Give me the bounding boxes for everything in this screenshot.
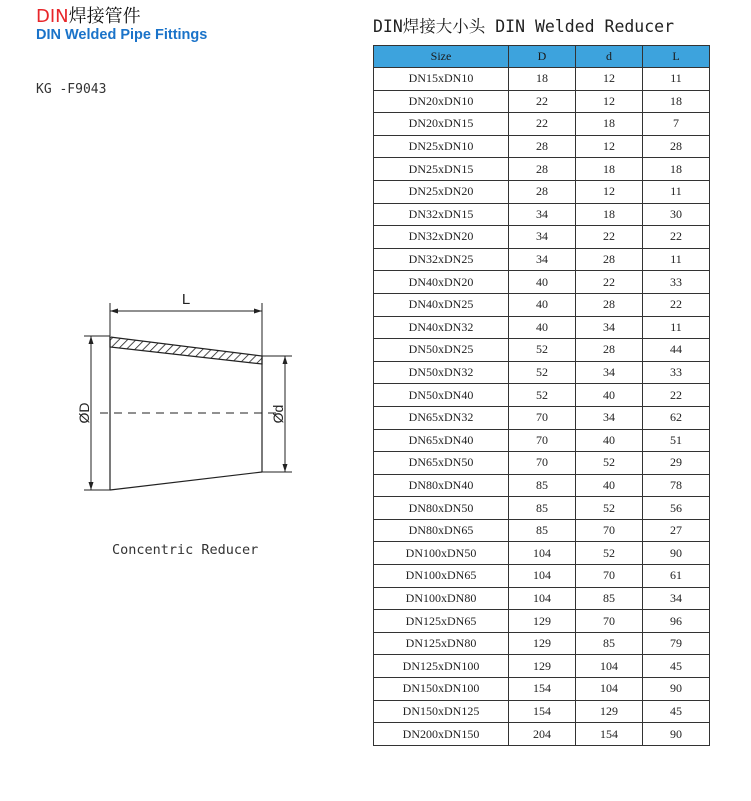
- cell-D: 70: [509, 452, 576, 475]
- cell-d: 18: [576, 113, 643, 136]
- cell-d: 22: [576, 271, 643, 294]
- table-row: [374, 497, 710, 520]
- cell-D: 104: [509, 565, 576, 588]
- table-row: [374, 632, 710, 655]
- table-row: [374, 384, 710, 407]
- cell-L: 78: [643, 474, 710, 497]
- table-row: [374, 271, 710, 294]
- table-body: [374, 68, 710, 746]
- table-row: [374, 135, 710, 158]
- dim-L-arrow-right: [254, 309, 262, 314]
- cell-size: DN125xDN100: [374, 655, 509, 678]
- cell-size: DN80xDN50: [374, 497, 509, 520]
- cell-d: 70: [576, 610, 643, 633]
- table-row: [374, 158, 710, 181]
- cell-d: 85: [576, 587, 643, 610]
- cell-L: 22: [643, 226, 710, 249]
- cell-L: 45: [643, 655, 710, 678]
- cell-d: 28: [576, 293, 643, 316]
- cell-D: 52: [509, 384, 576, 407]
- cell-d: 28: [576, 248, 643, 271]
- cell-d: 52: [576, 542, 643, 565]
- cell-d: 18: [576, 203, 643, 226]
- cell-L: 90: [643, 723, 710, 746]
- table-row: [374, 474, 710, 497]
- cell-L: 62: [643, 406, 710, 429]
- table-row: [374, 610, 710, 633]
- cell-L: 61: [643, 565, 710, 588]
- cell-D: 129: [509, 610, 576, 633]
- reducer-spec-table: [373, 45, 710, 746]
- cell-size: DN25xDN15: [374, 158, 509, 181]
- dim-D-arrow-bottom: [89, 482, 94, 490]
- cell-d: 22: [576, 226, 643, 249]
- table-row: [374, 723, 710, 746]
- cell-d: 154: [576, 723, 643, 746]
- cell-D: 85: [509, 497, 576, 520]
- dim-L-arrow-left: [110, 309, 118, 314]
- col-header-L: L: [643, 46, 710, 68]
- cell-D: 34: [509, 226, 576, 249]
- product-code: KG -F9043: [36, 82, 107, 97]
- cell-L: 29: [643, 452, 710, 475]
- table-row: [374, 339, 710, 362]
- col-header-size: Size: [374, 46, 509, 68]
- cell-size: DN32xDN15: [374, 203, 509, 226]
- cell-D: 52: [509, 339, 576, 362]
- table-row: [374, 655, 710, 678]
- cell-D: 40: [509, 316, 576, 339]
- cell-D: 28: [509, 158, 576, 181]
- cell-size: DN150xDN125: [374, 700, 509, 723]
- cell-L: 96: [643, 610, 710, 633]
- cell-d: 28: [576, 339, 643, 362]
- cell-D: 154: [509, 678, 576, 701]
- brand-chinese: 焊接管件: [68, 6, 141, 27]
- cell-d: 52: [576, 497, 643, 520]
- cell-L: 7: [643, 113, 710, 136]
- table-row: [374, 565, 710, 588]
- cell-size: DN50xDN25: [374, 339, 509, 362]
- cell-L: 90: [643, 678, 710, 701]
- table-row: [374, 429, 710, 452]
- table-row: [374, 542, 710, 565]
- cell-size: DN25xDN10: [374, 135, 509, 158]
- cell-D: 70: [509, 406, 576, 429]
- subtitle: DIN Welded Pipe Fittings: [36, 27, 208, 43]
- cell-L: 33: [643, 361, 710, 384]
- cell-D: 34: [509, 203, 576, 226]
- cell-L: 11: [643, 180, 710, 203]
- brand-din: DIN: [36, 6, 69, 27]
- cell-L: 22: [643, 293, 710, 316]
- cell-L: 28: [643, 135, 710, 158]
- dim-d-arrow-top: [283, 356, 288, 364]
- table-header-row: [374, 46, 710, 68]
- cell-L: 11: [643, 248, 710, 271]
- table-row: [374, 678, 710, 701]
- table-row: [374, 293, 710, 316]
- cell-D: 28: [509, 135, 576, 158]
- cell-size: DN32xDN25: [374, 248, 509, 271]
- cell-L: 22: [643, 384, 710, 407]
- table-row: [374, 452, 710, 475]
- cell-D: 70: [509, 429, 576, 452]
- table-row: [374, 68, 710, 91]
- cell-L: 34: [643, 587, 710, 610]
- reducer-bottom-edge: [110, 472, 262, 490]
- cell-d: 12: [576, 180, 643, 203]
- cell-size: DN125xDN80: [374, 632, 509, 655]
- col-header-d: d: [576, 46, 643, 68]
- cell-d: 34: [576, 316, 643, 339]
- cell-L: 18: [643, 158, 710, 181]
- cell-size: DN200xDN150: [374, 723, 509, 746]
- hatched-wall-section: [110, 337, 262, 364]
- drawing-caption: Concentric Reducer: [112, 542, 259, 558]
- table-row: [374, 406, 710, 429]
- cell-size: DN65xDN32: [374, 406, 509, 429]
- cell-D: 28: [509, 180, 576, 203]
- cell-L: 30: [643, 203, 710, 226]
- cell-size: DN65xDN40: [374, 429, 509, 452]
- reducer-drawing: [0, 0, 360, 560]
- cell-d: 12: [576, 68, 643, 91]
- cell-L: 90: [643, 542, 710, 565]
- dim-d-arrow-bottom: [283, 464, 288, 472]
- cell-size: DN25xDN20: [374, 180, 509, 203]
- dim-D-arrow-top: [89, 336, 94, 344]
- col-header-D: D: [509, 46, 576, 68]
- cell-d: 34: [576, 406, 643, 429]
- table-row: [374, 248, 710, 271]
- cell-d: 40: [576, 384, 643, 407]
- cell-size: DN50xDN40: [374, 384, 509, 407]
- cell-D: 40: [509, 293, 576, 316]
- cell-d: 12: [576, 90, 643, 113]
- cell-D: 129: [509, 632, 576, 655]
- cell-L: 45: [643, 700, 710, 723]
- cell-size: DN40xDN25: [374, 293, 509, 316]
- table-row: [374, 203, 710, 226]
- cell-L: 11: [643, 68, 710, 91]
- label-d: Ød: [270, 404, 286, 424]
- cell-d: 12: [576, 135, 643, 158]
- label-L: L: [181, 291, 191, 308]
- cell-L: 27: [643, 519, 710, 542]
- table-row: [374, 113, 710, 136]
- cell-L: 18: [643, 90, 710, 113]
- cell-D: 34: [509, 248, 576, 271]
- cell-size: DN80xDN65: [374, 519, 509, 542]
- cell-D: 129: [509, 655, 576, 678]
- cell-d: 18: [576, 158, 643, 181]
- label-D: ØD: [76, 402, 92, 424]
- table-row: [374, 519, 710, 542]
- cell-size: DN100xDN50: [374, 542, 509, 565]
- cell-D: 40: [509, 271, 576, 294]
- cell-size: DN20xDN10: [374, 90, 509, 113]
- cell-size: DN80xDN40: [374, 474, 509, 497]
- cell-D: 85: [509, 519, 576, 542]
- cell-size: DN150xDN100: [374, 678, 509, 701]
- table-title: DIN焊接大小头 DIN Welded Reducer: [373, 17, 675, 36]
- table-row: [374, 316, 710, 339]
- cell-D: 154: [509, 700, 576, 723]
- cell-D: 104: [509, 587, 576, 610]
- cell-D: 18: [509, 68, 576, 91]
- table-row: [374, 226, 710, 249]
- table-row: [374, 700, 710, 723]
- cell-L: 33: [643, 271, 710, 294]
- cell-d: 70: [576, 565, 643, 588]
- cell-d: 52: [576, 452, 643, 475]
- cell-L: 79: [643, 632, 710, 655]
- cell-d: 40: [576, 429, 643, 452]
- cell-d: 104: [576, 655, 643, 678]
- cell-d: 34: [576, 361, 643, 384]
- table-row: [374, 361, 710, 384]
- cell-d: 104: [576, 678, 643, 701]
- table-row: [374, 180, 710, 203]
- table-row: [374, 587, 710, 610]
- cell-L: 11: [643, 316, 710, 339]
- cell-size: DN125xDN65: [374, 610, 509, 633]
- cell-size: DN100xDN80: [374, 587, 509, 610]
- cell-size: DN32xDN20: [374, 226, 509, 249]
- cell-D: 22: [509, 90, 576, 113]
- cell-D: 204: [509, 723, 576, 746]
- cell-d: 70: [576, 519, 643, 542]
- cell-size: DN40xDN20: [374, 271, 509, 294]
- cell-D: 22: [509, 113, 576, 136]
- cell-size: DN15xDN10: [374, 68, 509, 91]
- cell-size: DN40xDN32: [374, 316, 509, 339]
- cell-D: 104: [509, 542, 576, 565]
- cell-size: DN20xDN15: [374, 113, 509, 136]
- cell-L: 44: [643, 339, 710, 362]
- cell-d: 129: [576, 700, 643, 723]
- cell-d: 85: [576, 632, 643, 655]
- cell-D: 85: [509, 474, 576, 497]
- cell-d: 40: [576, 474, 643, 497]
- cell-L: 56: [643, 497, 710, 520]
- cell-size: DN50xDN32: [374, 361, 509, 384]
- cell-L: 51: [643, 429, 710, 452]
- cell-size: DN100xDN65: [374, 565, 509, 588]
- cell-size: DN65xDN50: [374, 452, 509, 475]
- table-row: [374, 90, 710, 113]
- cell-D: 52: [509, 361, 576, 384]
